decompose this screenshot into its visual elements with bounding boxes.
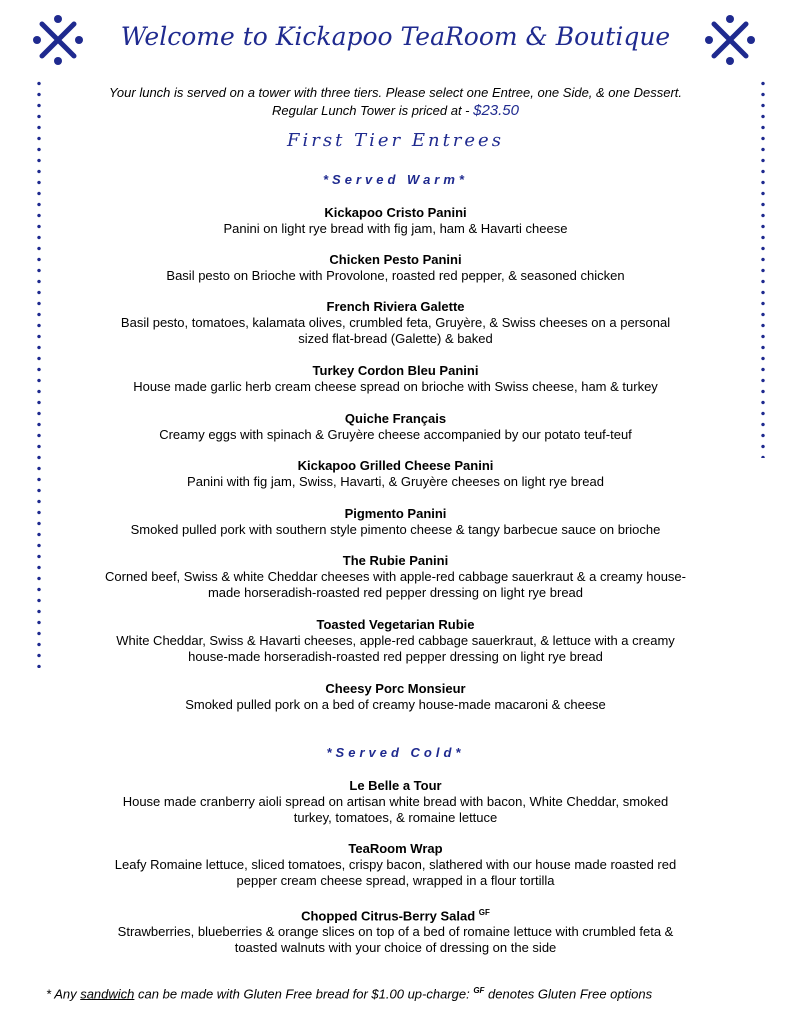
item-desc-line-2: pepper cream cheese spread, wrapped in a flour tortilla — [236, 873, 555, 888]
item-name: Cheesy Porc Monsieur — [325, 681, 466, 696]
item-desc-line-1: Strawberries, blueberries & orange slices on top of a bed of romaine lettuce with crumbled feta & — [117, 924, 674, 940]
gluten-free-badge: GF — [478, 908, 490, 917]
item-desc-line-1: White Cheddar, Swiss & Havarti cheeses, apple-red cabbage sauerkraut, & lettuce with a creamy — [116, 633, 675, 648]
menu-item — [0, 205, 791, 237]
item-name-row — [0, 905, 791, 924]
item-name: Pigmento Panini — [344, 506, 447, 521]
intro-text — [0, 84, 791, 120]
item-desc-line-1: Leafy Romaine lettuce, sliced tomatoes, crispy bacon, slathered with our house made roasted red — [114, 857, 677, 872]
item-desc: Smoked pulled pork with southern style pimento cheese & tangy barbecue sauce on brioche — [130, 522, 661, 537]
footer-note — [46, 986, 652, 1001]
item-desc-line-1: House made cranberry aioli spread on artisan white bread with bacon, White Cheddar, smoked — [122, 794, 669, 809]
menu-item — [0, 299, 791, 347]
section-label-warm: *Served Warm* — [323, 172, 468, 187]
item-desc: Panini with fig jam, Swiss, Havarti, & Gruyère cheeses on light rye bread — [187, 474, 604, 489]
menu-item — [0, 778, 791, 826]
footer-underlined: sandwich — [80, 986, 135, 1002]
price-label: Regular Lunch Tower is priced at - — [271, 103, 474, 118]
item-name: The Rubie Panini — [342, 553, 449, 568]
item-name: Le Belle a Tour — [349, 778, 442, 793]
item-desc-line-2: toasted walnuts with your choice of dressing on the side — [234, 940, 557, 956]
page-title: Welcome to Kickapoo TeaRoom & Boutique — [120, 22, 671, 51]
menu-item — [0, 553, 791, 601]
menu-item — [0, 617, 791, 665]
menu-item — [0, 411, 791, 443]
item-name: TeaRoom Wrap — [348, 841, 443, 856]
item-desc-line-2: made horseradish-roasted red pepper dressing on light rye bread — [207, 585, 584, 600]
item-desc: Basil pesto on Brioche with Provolone, roasted red pepper, & seasoned chicken — [166, 268, 625, 283]
item-desc: Smoked pulled pork on a bed of creamy house-made macaroni & cheese — [185, 697, 606, 712]
menu-item — [0, 506, 791, 538]
intro-line-1: Your lunch is served on a tower with three tiers. Please select one Entree, one Side, & one Dessert. — [108, 85, 683, 100]
item-desc: Creamy eggs with spinach & Gruyère cheese accompanied by our potato teuf-teuf — [159, 427, 632, 442]
item-name: Kickapoo Cristo Panini — [324, 205, 467, 220]
item-name: Chicken Pesto Panini — [329, 252, 462, 267]
menu-item — [0, 458, 791, 490]
menu-item — [0, 681, 791, 713]
item-name: Turkey Cordon Bleu Panini — [312, 363, 479, 378]
item-name: Kickapoo Grilled Cheese Panini — [297, 458, 494, 473]
item-name: Toasted Vegetarian Rubie — [316, 617, 475, 632]
footer-text-1: * Any — [46, 986, 81, 1002]
menu-item — [0, 252, 791, 284]
item-desc-line-2: house-made horseradish-roasted red pepper dressing on light rye bread — [188, 649, 603, 664]
section-label-cold: *Served Cold* — [326, 745, 465, 760]
item-name: French Riviera Galette — [326, 299, 465, 314]
menu-item — [0, 363, 791, 395]
menu-item — [0, 841, 791, 889]
footer-text-2: can be made with Gluten Free bread for $1.00 up-charge: — [134, 986, 474, 1002]
item-desc-line-2: turkey, tomatoes, & romaine lettuce — [293, 810, 498, 825]
item-desc-line-1: Corned beef, Swiss & white Cheddar cheeses with apple-red cabbage sauerkraut & a creamy house- — [105, 569, 686, 584]
item-desc-line-1: Basil pesto, tomatoes, kalamata olives, crumbled feta, Gruyère, & Swiss cheeses on a personal — [120, 315, 671, 330]
intro-line-2 — [0, 102, 791, 120]
item-desc-line-2: sized flat-bread (Galette) & baked — [298, 331, 493, 346]
footer-text-3: denotes Gluten Free options — [484, 986, 653, 1002]
gluten-free-badge: GF — [473, 986, 485, 995]
menu-item — [0, 905, 791, 956]
item-desc: House made garlic herb cream cheese spread on brioche with Swiss cheese, ham & turkey — [133, 379, 658, 394]
item-name: Chopped Citrus-Berry Salad — [301, 908, 476, 924]
item-desc: Panini on light rye bread with fig jam, ham & Havarti cheese — [223, 221, 568, 236]
item-name: Quiche Français — [344, 411, 447, 426]
tier-heading: First Tier Entrees — [287, 130, 504, 151]
price-value: $23.50 — [473, 102, 519, 119]
